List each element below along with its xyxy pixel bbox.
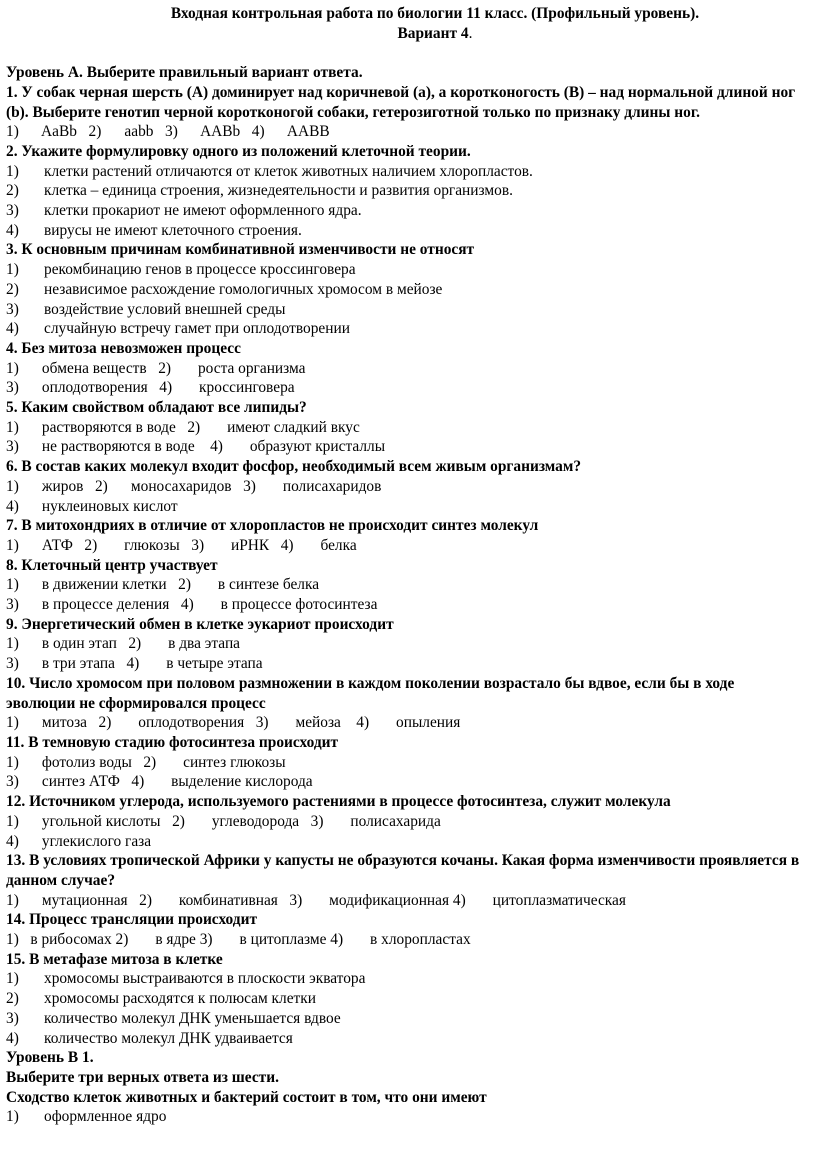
option-text: независимое расхождение гомологичных хромосом в мейозе xyxy=(44,280,443,298)
question-2-option xyxy=(6,201,804,221)
option-number: 4) xyxy=(6,320,19,338)
question-b1: Сходство клеток животных и бактерий состоит в том, что они имеют xyxy=(6,1088,487,1106)
question-10-options-line: 1) митоза 2) оплодотворения 3) мейоза 4) опыления xyxy=(6,714,461,732)
option-text: вирусы не имеют клеточного строения. xyxy=(44,221,302,239)
question-5-options-line: 1) растворяются в воде 2) имеют сладкий вкус xyxy=(6,418,360,436)
document-title xyxy=(66,4,804,43)
question-2-option xyxy=(6,162,804,182)
option-text: рекомбинацию генов в процессе кроссинговера xyxy=(44,261,356,279)
option-text: количество молекул ДНК удваивается xyxy=(44,1029,293,1047)
question-13: 13. В условиях тропической Африки у капусты не образуются кочаны. Какая форма изменчивости проявляется в данном случае? xyxy=(6,852,800,889)
option-number: 3) xyxy=(6,1009,19,1027)
option-number: 4) xyxy=(6,221,19,239)
option-number: 2) xyxy=(6,990,19,1008)
question-3-option xyxy=(6,319,804,339)
level-b-instruction: Выберите три верных ответа из шести. xyxy=(6,1068,279,1086)
option-text: клетки растений отличаются от клеток животных наличием хлоропластов. xyxy=(44,162,533,180)
option-number: 1) xyxy=(6,162,19,180)
question-15: 15. В метафазе митоза в клетке xyxy=(6,950,223,968)
option-text: количество молекул ДНК уменьшается вдвое xyxy=(44,1009,341,1027)
option-text: оформленное ядро xyxy=(44,1108,167,1126)
question-3-option xyxy=(6,300,804,320)
question-9-options-line: 3) в три этапа 4) в четыре этапа xyxy=(6,655,263,673)
question-2-option xyxy=(6,221,804,241)
question-1: 1. У собак черная шерсть (А) доминирует над коричневой (а), а коротконогость (В) – над нормальной длиной ног (b). Выберите генотип черной коротконогой собаки, гетерозиготной только по признаку длины ног. xyxy=(6,83,796,121)
question-12: 12. Источником углерода, используемого растениями в процессе фотосинтеза, служит молекула xyxy=(6,793,671,811)
option-number: 1) xyxy=(6,970,19,988)
option-number: 4) xyxy=(6,1029,19,1047)
question-6-options-line: 4) нуклеиновых кислот xyxy=(6,497,178,515)
variant-label: Вариант 4 xyxy=(397,24,469,42)
question-7: 7. В митохондриях в отличие от хлоропластов не происходит синтез молекул xyxy=(6,517,539,535)
question-11: 11. В темновую стадию фотосинтеза происходит xyxy=(6,734,339,751)
question-11-options-line: 3) синтез АТФ 4) выделение кислорода xyxy=(6,773,313,791)
question-7-options-line: 1) АТФ 2) глюкозы 3) иРНК 4) белка xyxy=(6,536,357,554)
question-5-options-line: 3) не растворяются в воде 4) образуют кристаллы xyxy=(6,438,386,456)
question-6-options-line: 1) жиров 2) моносахаридов 3) полисахаридов xyxy=(6,477,382,495)
option-number: 2) xyxy=(6,280,19,298)
question-15-option xyxy=(6,989,804,1009)
question-4-options-line: 1) обмена веществ 2) роста организма xyxy=(6,359,306,377)
title-line: Входная контрольная работа по биологии 11 класс. (Профильный уровень). xyxy=(170,5,700,22)
question-4: 4. Без митоза невозможен процесс xyxy=(6,339,241,357)
question-4-options-line: 3) оплодотворения 4) кроссинговера xyxy=(6,379,295,397)
question-12-options-line: 1) угольной кислоты 2) углеводорода 3) полисахарида xyxy=(6,812,441,830)
variant-dot: . xyxy=(468,24,473,42)
level-a-heading: Уровень А. Выберите правильный вариант ответа. xyxy=(6,64,363,82)
question-5: 5. Каким свойством обладают все липиды? xyxy=(6,399,307,417)
question-3-option xyxy=(6,280,804,300)
question-15-option xyxy=(6,1029,804,1049)
option-text: случайную встречу гамет при оплодотворении xyxy=(44,320,350,338)
question-11-options-line: 1) фотолиз воды 2) синтез глюкозы xyxy=(6,753,286,771)
question-15-option xyxy=(6,969,804,989)
level-b-heading: Уровень В 1. xyxy=(6,1049,94,1067)
option-text: воздействие условий внешней среды xyxy=(44,300,286,318)
question-3: 3. К основным причинам комбинативной изменчивости не относят xyxy=(6,241,475,259)
option-text: хромосомы выстраиваются в плоскости экватора xyxy=(44,970,366,988)
question-12-options-line: 4) углекислого газа xyxy=(6,832,152,850)
option-number: 3) xyxy=(6,300,19,318)
question-8: 8. Клеточный центр участвует xyxy=(6,556,218,574)
question-14: 14. Процесс трансляции происходит xyxy=(6,911,258,929)
question-9: 9. Энергетический обмен в клетке эукариот происходит xyxy=(6,615,394,633)
question-2-option xyxy=(6,181,804,201)
option-text: клетки прокариот не имеют оформленного ядра. xyxy=(44,202,362,220)
option-number: 3) xyxy=(6,202,19,220)
question-8-options-line: 3) в процессе деления 4) в процессе фотосинтеза xyxy=(6,596,378,614)
question-8-options-line: 1) в движении клетки 2) в синтезе белка xyxy=(6,576,320,594)
question-13-options-line: 1) мутационная 2) комбинативная 3) модификационная 4) цитоплазматическая xyxy=(6,891,626,909)
question-2: 2. Укажите формулировку одного из положений клеточной теории. xyxy=(6,142,471,160)
question-1-options: 1) AaBb 2) aabb 3) AABb 4) AABB xyxy=(6,123,330,141)
option-number: 1) xyxy=(6,261,19,279)
option-text: клетка – единица строения, жизнедеятельности и развития организмов. xyxy=(44,182,513,200)
question-3-option xyxy=(6,260,804,280)
option-number: 1) xyxy=(6,1108,19,1126)
question-9-options-line: 1) в один этап 2) в два этапа xyxy=(6,635,241,653)
question-14-options-line: 1) в рибосомах 2) в ядре 3) в цитоплазме 4) в хлоропластах xyxy=(6,931,471,949)
question-15-option xyxy=(6,1009,804,1029)
question-10: 10. Число хромосом при половом размножении в каждом поколении возрастало бы вдвое, если бы в ходе эволюции не сформировался процесс xyxy=(6,674,735,712)
option-text: хромосомы расходятся к полюсам клетки xyxy=(44,990,316,1008)
option-number: 2) xyxy=(6,182,19,200)
question-b1-option xyxy=(6,1107,804,1127)
question-6: 6. В состав каких молекул входит фосфор, необходимый всем живым организмам? xyxy=(6,458,582,476)
